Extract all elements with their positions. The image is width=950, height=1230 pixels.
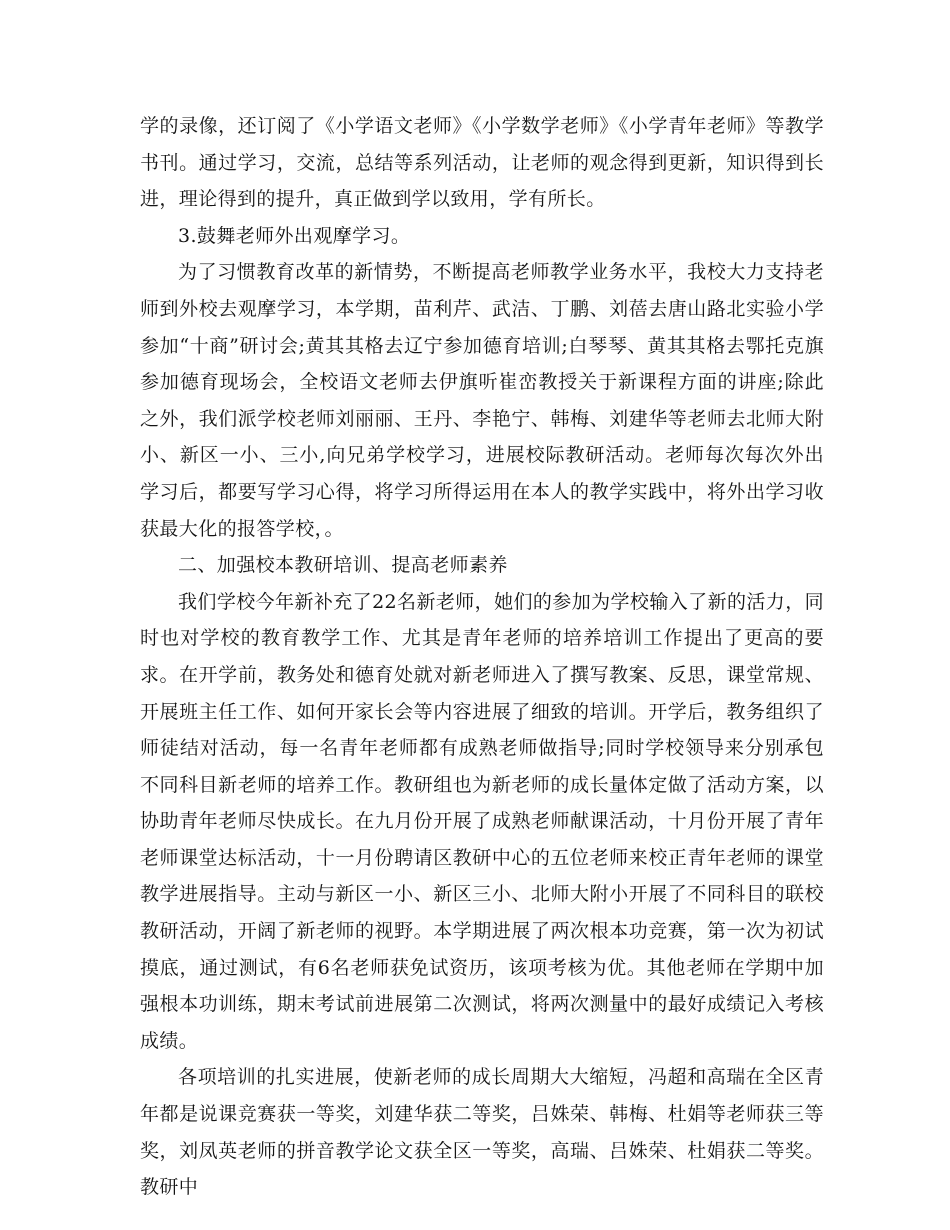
- document-body: [140, 108, 824, 1206]
- paragraph-outside-study: 为了习惯教育改革的新情势，不断提高老师教学业务水平，我校大力支持老师到外校去观摩学习，本学期，苗利芹、武洁、丁鹏、刘蓓去唐山路北实验小学参加“十商”研讨会;黄其其格去辽宁参加德育培训;白琴琴、黄其其格去鄂托克旗参加德育现场会，全校语文老师去伊旗听崔峦教授关于新课程方面的讲座;除此之外，我们派学校老师刘丽丽、王丹、李艳宁、韩梅、刘建华等老师去北师大附小、新区一小、三小,向兄弟学校学习，进展校际教研活动。老师每次每次外出学习后，都要写学习心得，将学习所得运用在本人的教学实践中，将外出学习收获最大化的报答学校，。: [140, 261, 825, 540]
- section-heading-outside-study: 3.鼓舞老师外出观摩学习。: [178, 224, 411, 247]
- paragraph-continuation: 学的录像，还订阅了《小学语文老师》《小学数学老师》《小学青年老师》等教学书刊。通过学习，交流，总结等系列活动，让老师的观念得到更新，知识得到长进，理论得到的提升，真正做到学以致用，学有所长。: [140, 115, 824, 211]
- section-heading-school-training: 二、加强校本教研培训、提高老师素养: [178, 554, 508, 577]
- paragraph-new-teachers: 我们学校今年新补充了22名新老师，她们的参加为学校输入了新的活力，同时也对学校的教育教学工作、尤其是青年老师的培养培训工作提出了更高的要求。在开学前，教务处和德育处就对新老师进入了撰写教案、反思，课堂常规、开展班主任工作、如何开家长会等内容进展了细致的培训。开学后，教务组织了师徒结对活动，每一名青年老师都有成熟老师做指导;同时学校领导来分别承包不同科目新老师的培养工作。教研组也为新老师的成长量体定做了活动方案，以协助青年老师尽快成长。在九月份开展了成熟老师献课活动，十月份开展了青年老师课堂达标活动，十一月份聘请区教研中心的五位老师来校正青年老师的课堂教学进展指导。主动与新区一小、新区三小、北师大附小开展了不同科目的联校教研活动，开阔了新老师的视野。本学期进展了两次根本功竞赛，第一次为初试摸底，通过测试，有6名老师获免试资历，该项考核为优。其他老师在学期中加强根本功训练，期末考试前进展第二次测试，将两次测量中的最好成绩记入考核成绩。: [140, 590, 824, 1052]
- paragraph-training-results: 各项培训的扎实进展，使新老师的成长周期大大缩短，冯超和高瑞在全区青年都是说课竞赛获一等奖，刘建华获二等奖，吕姝荣、韩梅、杜娟等老师获三等奖，刘凤英老师的拼音教学论文获全区一等奖，高瑞、吕姝荣、杜娟获二等奖。教研中: [140, 1066, 824, 1199]
